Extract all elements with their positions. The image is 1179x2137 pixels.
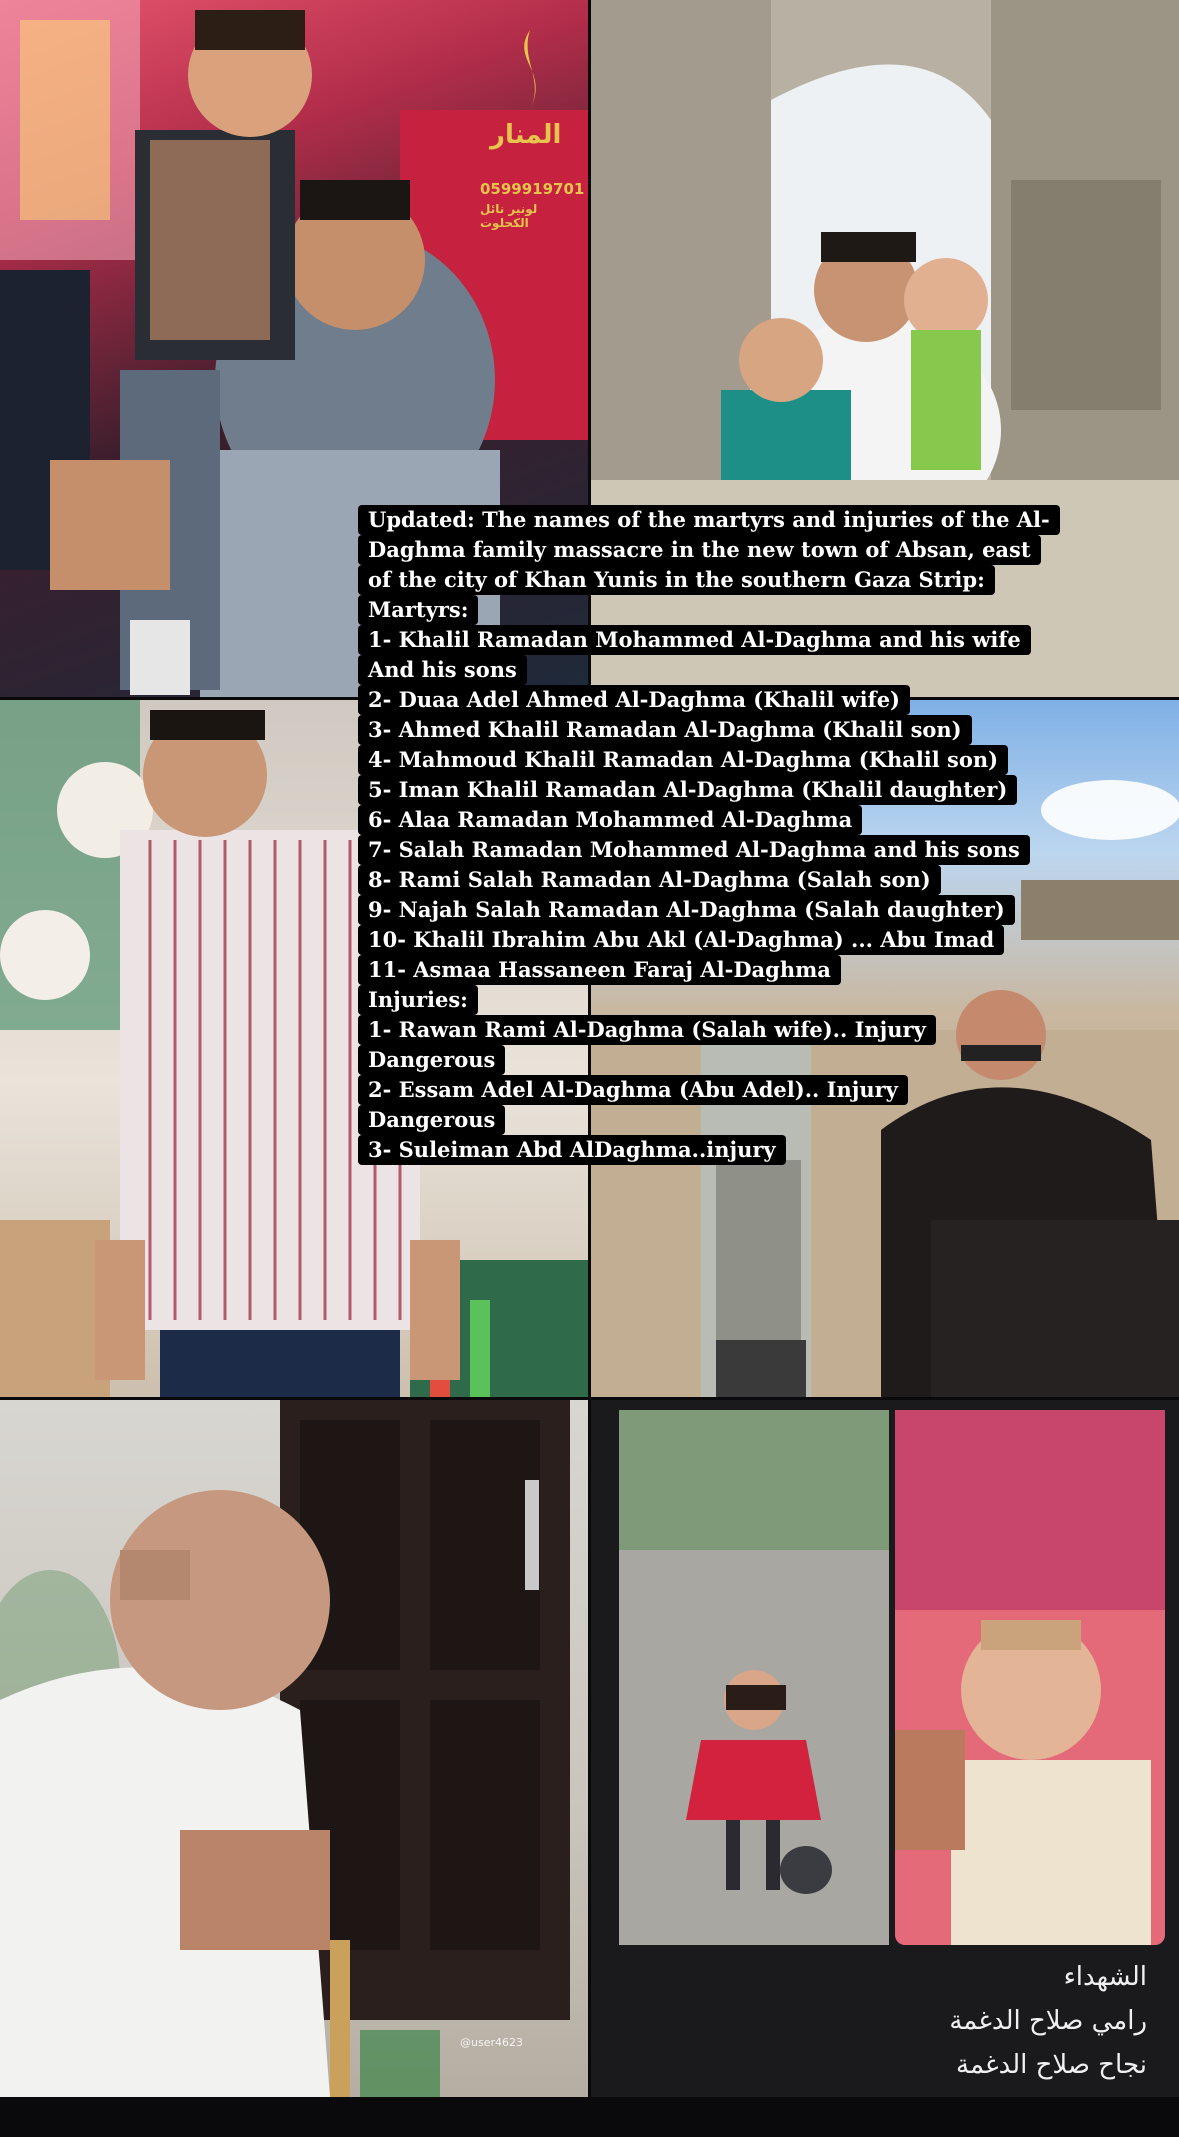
overlay-line: 1- Khalil Ramadan Mohammed Al-Daghma and his wife [358,625,1031,655]
overlay-line: 1- Rawan Rami Al-Daghma (Salah wife).. Injury [358,1015,936,1045]
logo-name: المنار [490,120,562,150]
photo-elderly-man [0,1400,588,2097]
watermark-text: @user4623 [460,2036,523,2049]
overlay-line: Dangerous [358,1105,505,1135]
overlay-line: Updated: The names of the martyrs and injuries of the Al- [358,505,1060,535]
overlay-line: Dangerous [358,1045,505,1075]
overlay-line: 2- Duaa Adel Ahmed Al-Daghma (Khalil wife) [358,685,910,715]
overlay-line: 10- Khalil Ibrahim Abu Akl (Al-Daghma) ... Abu Imad [358,925,1004,955]
arabic-caption [647,1955,1147,2087]
overlay-line: 5- Iman Khalil Ramadan Al-Daghma (Khalil daughter) [358,775,1017,805]
overlay-line: 7- Salah Ramadan Mohammed Al-Daghma and his sons [358,835,1030,865]
photo-tile-6 [591,1400,1179,2097]
overlay-line: 2- Essam Adel Al-Daghma (Abu Adel).. Injury [358,1075,908,1105]
overlay-heading-injuries: Injuries: [358,985,478,1015]
overlay-line: 6- Alaa Ramadan Mohammed Al-Daghma [358,805,862,835]
overlay-line: Daghma family massacre in the new town of Absan, east [358,535,1041,565]
overlay-line: 8- Rami Salah Ramadan Al-Daghma (Salah son) [358,865,941,895]
overlay-line: 3- Ahmed Khalil Ramadan Al-Daghma (Khalil son) [358,715,972,745]
logo-phone: 0599919701 [480,180,585,198]
overlay-heading-martyrs: Martyrs: [358,595,478,625]
overlay-line: And his sons [358,655,527,685]
caption-line-3: نجاح صلاح الدغمة [956,2050,1147,2080]
caption-line-1: الشهداء [1063,1962,1147,1992]
bottom-bar [0,2097,1179,2137]
martyrs-list-overlay [358,505,1098,1165]
overlay-line: 11- Asmaa Hassaneen Faraj Al-Daghma [358,955,841,985]
photo-tile-5 [0,1400,588,2097]
overlay-line: of the city of Khan Yunis in the southern Gaza Strip: [358,565,995,595]
logo-icon [500,30,560,100]
overlay-line: 4- Mahmoud Khalil Ramadan Al-Daghma (Khalil son) [358,745,1008,775]
caption-line-2: رامي صلاح الدغمة [949,2006,1147,2036]
logo-subtext: لونير نائل الكحلوت [480,202,538,230]
overlay-line: 9- Najah Salah Ramadan Al-Daghma (Salah daughter) [358,895,1015,925]
overlay-line: 3- Suleiman Abd AlDaghma..injury [358,1135,786,1165]
